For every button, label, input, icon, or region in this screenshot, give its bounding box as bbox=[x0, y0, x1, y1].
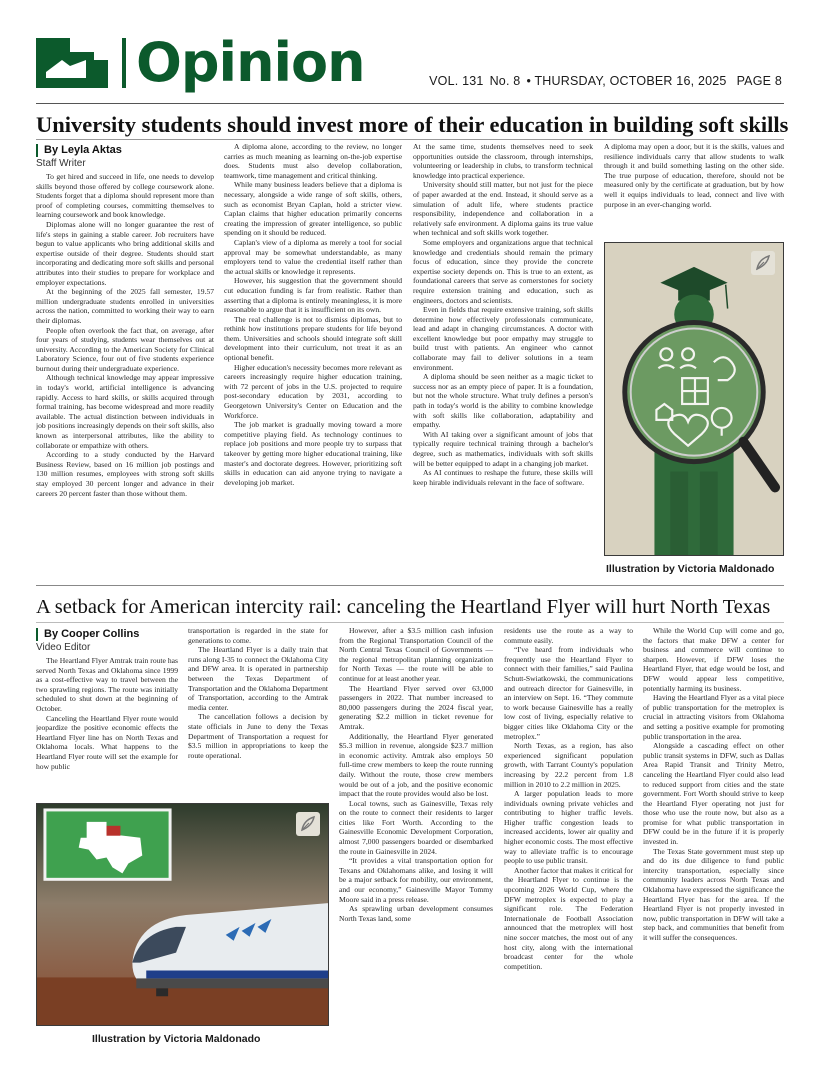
article2-column-2 bbox=[188, 626, 328, 800]
section-divider bbox=[36, 585, 784, 586]
article-paragraph: At the beginning of the 2025 fall semester, 19.57 million undergraduate students enrolled in universities across the nation, committed to working their way to earn their diplomas. bbox=[36, 287, 214, 325]
article1-headline: University students should invest more of their education in building soft skills bbox=[36, 112, 789, 137]
article2-column-1 bbox=[36, 656, 178, 800]
volume: VOL. 131 bbox=[429, 74, 484, 88]
article-paragraph: According to a study conducted by the Harvard Business Review, based on 16 million job postings and 130 million resumes, employees with strong soft skills stay employed 30 percent longer and advance in their careers 20 percent faster than those without them. bbox=[36, 450, 214, 498]
article2-column-5 bbox=[643, 626, 784, 1050]
article-paragraph: A diploma should be seen neither as a magic ticket to success nor as an empty piece of paper. It is a foundation, but not the whole structure. What truly defines a person's path in today's world is the ability to combine knowledge with soft skills like collaboration, adaptability and empathy. bbox=[413, 372, 593, 430]
section-title: Opinion bbox=[136, 31, 365, 94]
article-paragraph: The Heartland Flyer is a daily train that runs along I-35 to connect the Oklahoma City and DFW area. It is operated in partnership between the Texas Department of Transportation and the Oklahoma Department of Transportation, according to the Amtrak media center. bbox=[188, 645, 328, 712]
soft-skills-illustration bbox=[604, 242, 784, 556]
article-paragraph: Higher education's necessity becomes more relevant as careers increasingly require higher education training, with 72 percent of jobs in the U.S. projected to require post-secondary education by 2031, according to Georgetown University's Center on Education and the Workforce. bbox=[224, 362, 402, 420]
article-paragraph: The cancellation follows a decision by state officials in June to deny the Texas Department of Transportation a request for $3.5 million in appropriations to keep the route operational. bbox=[188, 712, 328, 760]
heartland-flyer-illustration bbox=[36, 803, 329, 1026]
article-paragraph: University should still matter, but not just for the piece of paper awarded at the end. Instead, it should serve as a simulation of adult life, where students practice responsibility, independence and collaboration in a relatively safe environment. A diploma gains its true value when technical and soft skills work together. bbox=[413, 180, 593, 238]
article-paragraph: A larger population leads to more individuals owning private vehicles and contributing to higher traffic levels. Higher traffic congestion leads to increased accidents, lower air quality and higher economic costs. The most effective way to alleviate traffic is to encourage people to use public transit. bbox=[504, 789, 633, 866]
issue-date: • THURSDAY, OCTOBER 16, 2025 bbox=[526, 74, 727, 88]
article-paragraph: Canceling the Heartland Flyer route would jeopardize the positive economic effects the Heartland Flyer line has on North Texas and Oklahoma locals. What happens to the Heartland Flyer route will set the example for how public bbox=[36, 713, 178, 771]
article-paragraph: A diploma alone, according to the review, no longer carries as much meaning as learning on-the-job expertise does. Students must also develop collaboration, teamwork, time management and critical thinking. bbox=[224, 142, 402, 180]
article-paragraph: Even in fields that require extensive training, soft skills determine how effectively professionals communicate, lead and adapt in changing circumstances. A doctor with excellent knowledge but poor empathy may struggle to build trust with patients. An engineer who cannot collaborate may fail to deliver solutions in a team environment. bbox=[413, 305, 593, 372]
article-paragraph: Caplan's view of a diploma as merely a tool for social approval may be somewhat understandable, as many employers tend to value the credential itself rather than the actual skills or knowledge it represents. bbox=[224, 237, 402, 276]
article-paragraph: Local towns, such as Gainesville, Texas rely on the route to connect their residents to larger cities like Fort Worth. According to the Gainesville Economic Development Corporation, almost 7,000 passengers boarded or disembarked the route in Gainesville in 2024. bbox=[339, 798, 493, 856]
article-paragraph: Having the Heartland Flyer as a vital piece of public transportation for the metroplex is crucial in attracting visitors from Oklahoma and setting a positive example for promoting public transportation in the area. bbox=[643, 693, 784, 741]
article1-column-3 bbox=[413, 142, 593, 580]
article-paragraph: Another factor that makes it critical for the Heartland Flyer to continue is the upcoming 2026 World Cup, where the DFW metroplex is expected to play a significant role. The Federation Internationale de Football Association announced that the metroplex will host nine soccer matches, the most out of any host city, along with the international broadcast center for the whole competition. bbox=[504, 865, 633, 971]
article2-column-4 bbox=[504, 626, 633, 1050]
masthead-rule bbox=[36, 103, 784, 104]
article1-column-2 bbox=[224, 142, 402, 580]
article1-rule bbox=[36, 139, 784, 140]
author-role: Video Editor bbox=[36, 642, 91, 653]
author-name: By Cooper Collins bbox=[36, 628, 176, 641]
issue-number: No. 8 bbox=[489, 74, 521, 88]
article-paragraph: People often overlook the fact that, on average, after four years of studying, students wear themselves out at university. According to the American Society for Clinical Laboratory Science, four out of five students experience burnout during their undergraduate experience. bbox=[36, 325, 214, 373]
article2-illustration-caption: Illustration by Victoria Maldonado bbox=[92, 1033, 261, 1045]
article-paragraph: While many business leaders believe that a diploma is necessary, alongside a wide range of soft skills, others, such as economist Bryan Caplan, hold a stricter view. Caplan claims that higher education primarily concerns creating the impression of greater intelligence, so public spending on it should be reduced. bbox=[224, 180, 402, 238]
article-paragraph: “I've heard from individuals who frequently use the Heartland Flyer to connect with their families,” said Paulina Schutt-Swiatkowski, the communications and outreach director for Gainesville, in an interview on Sept. 16. “They commute to work because Gainesville has a really low cost of living, especially relative to bigger cities like Oklahoma City or the metroplex.” bbox=[504, 645, 633, 741]
masthead-divider bbox=[122, 38, 126, 88]
article2-headline: A setback for American intercity rail: canceling the Heartland Flyer will hurt North Texas bbox=[36, 596, 771, 618]
article-paragraph: Although technical knowledge may appear impressive in today's world, artificial intelligence is advancing rapidly. Access to hard skills, or skills acquired through formal training, has become widespread and more readily available. The actual distinction between individuals in job positions increasingly depends on their soft skills, also known as interpersonal attributes, like the ability to collaborate or empathize with others. bbox=[36, 373, 214, 450]
article-paragraph: North Texas, as a region, has also experienced significant population growth, with Tarrant County's population increasing by 22.2 percent from 1.8 million in 2010 to 2.2 million in 2025. bbox=[504, 741, 633, 789]
article1-column-4 bbox=[604, 142, 784, 234]
article-paragraph: A diploma may open a door, but it is the skills, values and resilience individuals carry that allow students to walk through it and build something lasting on the other side. The true purpose of education, therefore, should not be measured only by the certificate at graduation, but by how well it equips individuals to lead, connect and live with purpose in an ever-changing world. bbox=[604, 142, 784, 209]
author-role: Staff Writer bbox=[36, 158, 86, 169]
article-paragraph: Diplomas alone will no longer guarantee the rest of life's steps in gaining a stable career. Job recruiters have begun to value applicants who bring additional skills and expertise outside of their degree. Students should start incorporating and dedicating more soft skills and personal attributes into their studies to prepare for workplace and employer expectations. bbox=[36, 219, 214, 287]
issue-info bbox=[423, 74, 782, 88]
article-paragraph: At the same time, students themselves need to seek opportunities outside the classroom, through internships, volunteering or leadership in clubs, to transform technical knowledge into practical experience. bbox=[413, 142, 593, 180]
article-paragraph: The Heartland Flyer Amtrak train route has served North Texas and Oklahoma since 1999 as a cost-effective way to travel between the two sprawling regions. The route was initially scheduled to shut down at the beginning of October. bbox=[36, 656, 178, 713]
article-paragraph: transportation is regarded in the state for generations to come. bbox=[188, 626, 328, 645]
article-paragraph: “It provides a vital transportation option for Texans and Oklahomans alike, and losing it will be a major setback for mobility, our environment, and our economy,” Gainesville Mayor Tommy Moore said in a press release. bbox=[339, 856, 493, 904]
leaf-badge-icon bbox=[751, 251, 775, 275]
article-paragraph: Some employers and organizations argue that technical knowledge and credentials should remain the primary focus of education, since they provide the concrete expertise society depends on. This is true to an extent, as foundational careers that serve as cornerstones for society require extension training and education, such as engineers, doctors and scientists. bbox=[413, 237, 593, 305]
article1-byline bbox=[36, 144, 176, 169]
article2-byline bbox=[36, 628, 176, 653]
article-paragraph: Additionally, the Heartland Flyer generated $5.3 million in revenue, alongside $23.7 million in economic activity. Amtrak also employs 50 full-time crew members to keep the route running daily. Without the route, those crew members would be out of a job, and the positive economic impact that the route provides would also be lost. bbox=[339, 731, 493, 799]
article-paragraph: However, after a $3.5 million cash infusion from the Regional Transportation Council of the North Central Texas Council of Governments — the regional metropolitan planning organization for North Texas — the route will be able to continue for at least another year. bbox=[339, 626, 493, 683]
article1-illustration-caption: Illustration by Victoria Maldonado bbox=[606, 563, 775, 575]
article-paragraph: The job market is gradually moving toward a more competitive playing field. As technology continues to replace job positions and more people try to surpass that takeover by getting more higher educational training, like master's and doctorate degrees. However, prioritizing soft skills in education can aid anyone trying to navigate a developing job market. bbox=[224, 420, 402, 487]
article-paragraph: As sprawling urban development consumes North Texas land, some bbox=[339, 904, 493, 923]
article-paragraph: The Heartland Flyer served over 63,000 passengers in 2022. That number increased to 80,000 passengers during the 2024 fiscal year, generating $2.2 million in ticket revenue for Amtrak. bbox=[339, 683, 493, 731]
article-paragraph: The Texas State government must step up and do its due diligence to fund public intercity transportation, especially since community leaders across North Texas and Oklahoma have expressed the significance the Heartland Flyer has for the area. If the Heartland Flyer is not properly invested in now, public transportation in DFW will take a step back, and communities that benefit from it will suffer the consequences. bbox=[643, 846, 784, 942]
article-paragraph: With AI taking over a significant amount of jobs that typically require technical training through a bachelor's degree, such as mathematics, individuals with soft skills will be better equipped to adapt in a changing job market. bbox=[413, 429, 593, 468]
article1-column-1 bbox=[36, 172, 214, 580]
article-paragraph: Alongside a cascading effect on other public transit systems in DFW, such as Dallas Area Rapid Transit and Trinity Metro, canceling the Heartland Flyer could also lead to reduced support from cities and the state government. Fort Worth should strive to keep the Heartland Flyer operating not just for those who use the route now, but also as a promise for what public transportation in DFW could be in the future if it is properly invested in. bbox=[643, 741, 784, 847]
article-paragraph: To get hired and succeed in life, one needs to develop skills beyond those offered by college coursework alone. Students forget that a diploma should represent more than proof of completing courses, committing themselves to learning coursework and book knowledge. bbox=[36, 172, 214, 220]
masthead bbox=[36, 31, 784, 98]
page-number: PAGE 8 bbox=[736, 74, 782, 88]
article-paragraph: As AI continues to reshape the future, these skills will keep hirable individuals relevant in the face of software. bbox=[413, 468, 593, 487]
leaf-badge-icon bbox=[296, 812, 320, 836]
article-paragraph: While the World Cup will come and go, the factors that make DFW a center for business and commerce will continue to sharpen. However, if DFW loses the Heartland Flyer, that edge would be lost, and DFW would appear less competitive, potentially harming its business. bbox=[643, 626, 784, 693]
article-paragraph: However, his suggestion that the government should cut education funding is far from realistic. Rather than asserting that a diploma is entirely meaningless, it is more reasonable to argue that it is insufficient on its own. bbox=[224, 276, 402, 315]
article2-column-3 bbox=[339, 626, 493, 1050]
newspaper-logo-icon bbox=[36, 38, 108, 88]
article-paragraph: The real challenge is not to dismiss diplomas, but to rethink how institutions prepare students for life beyond them. Universities and schools should integrate soft skill development into their curriculum, not treat it as an optional benefit. bbox=[224, 314, 402, 363]
article-paragraph: residents use the route as a way to commute easily. bbox=[504, 626, 633, 645]
article2-rule bbox=[36, 622, 784, 623]
author-name: By Leyla Aktas bbox=[36, 144, 176, 157]
